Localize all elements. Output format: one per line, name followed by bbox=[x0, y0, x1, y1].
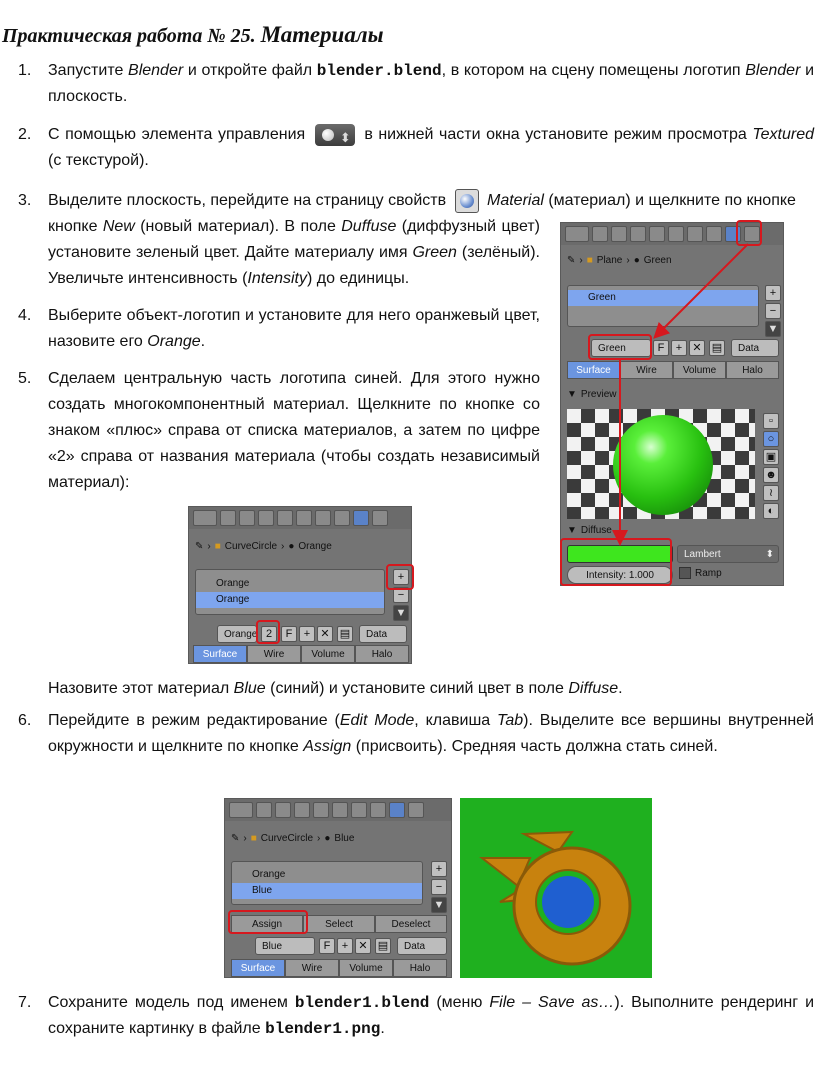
arrow-icon: › bbox=[281, 541, 285, 552]
text: ) до единицы. bbox=[307, 270, 410, 287]
breadcrumb-object: CurveCircle bbox=[260, 833, 314, 844]
text: Blender bbox=[745, 62, 801, 79]
modifiers-icon[interactable] bbox=[351, 802, 367, 818]
step-6 bbox=[48, 708, 814, 760]
text: Orange bbox=[147, 333, 201, 350]
object-icon[interactable] bbox=[313, 802, 329, 818]
text: кнопке bbox=[48, 218, 103, 235]
breadcrumb-object: CurveCircle bbox=[224, 541, 278, 552]
tab-volume[interactable]: Volume bbox=[301, 645, 355, 663]
preview-monkey-icon[interactable]: ☻ bbox=[763, 467, 779, 483]
text: Blender bbox=[128, 62, 184, 79]
text: . bbox=[380, 1020, 385, 1037]
tab-surface[interactable]: Surface bbox=[567, 361, 620, 379]
tab-surface[interactable]: Surface bbox=[193, 645, 247, 663]
text: Tab bbox=[497, 712, 524, 729]
breadcrumb-material: Blue bbox=[334, 833, 355, 844]
material-tabs bbox=[231, 959, 447, 977]
constraints-icon[interactable] bbox=[296, 510, 312, 526]
text: (с текстурой). bbox=[48, 152, 149, 169]
new-material-button[interactable]: + bbox=[671, 340, 687, 356]
text: , клавиша bbox=[414, 712, 498, 729]
list-item[interactable]: Green bbox=[568, 290, 758, 306]
add-slot-button[interactable]: + bbox=[393, 569, 409, 585]
highlight-assign bbox=[228, 910, 308, 934]
add-slot-button[interactable]: + bbox=[765, 285, 781, 301]
breadcrumb-object: Plane bbox=[596, 255, 623, 266]
tab-halo[interactable]: Halo bbox=[726, 361, 779, 379]
item-number: 3. bbox=[18, 192, 32, 209]
fake-user-button[interactable]: F bbox=[319, 938, 335, 954]
preview-hair-icon[interactable]: ≀ bbox=[763, 485, 779, 501]
texture-icon[interactable] bbox=[372, 510, 388, 526]
link-data-select[interactable]: Data bbox=[731, 339, 779, 357]
browse-button[interactable]: ▤ bbox=[709, 340, 725, 356]
text: в нижней части окна установите режим просмотра bbox=[364, 126, 753, 143]
deselect-button[interactable]: Deselect bbox=[375, 915, 447, 933]
tab-surface[interactable]: Surface bbox=[231, 959, 285, 977]
text: . bbox=[618, 680, 623, 697]
item-number: 4. bbox=[18, 307, 32, 324]
text: , в котором на сцену помещены логотип bbox=[441, 62, 746, 79]
collapse-icon: ▼ bbox=[567, 525, 577, 536]
text: Green bbox=[412, 244, 457, 261]
text: Сделаем центральную часть логотипа синей. Для этого нужно создать многокомпонентный материал. Щелкните по кнопке со знаком «плюс» справа от списка материалов, а затем по цифре «2» справа от названия материала (чтобы создать независимый материал): bbox=[48, 370, 540, 491]
unlink-button[interactable]: ✕ bbox=[355, 938, 371, 954]
text: Textured bbox=[752, 126, 814, 143]
arrow-line bbox=[656, 244, 748, 336]
properties-toolbar bbox=[189, 507, 412, 529]
text: Duffuse bbox=[341, 218, 397, 235]
text: С помощью элемента управления bbox=[48, 126, 306, 143]
modifiers-icon[interactable] bbox=[315, 510, 331, 526]
list-item[interactable]: Blue bbox=[232, 883, 422, 899]
text: Выберите объект-логотип и установите для него оранжевый цвет, назовите его bbox=[48, 307, 540, 350]
text: Выделите плоскость, перейдите на страницу свойств bbox=[48, 192, 447, 209]
constraints-icon[interactable] bbox=[332, 802, 348, 818]
material-tab-icon[interactable] bbox=[389, 802, 405, 818]
text: Сохраните модель под именем bbox=[48, 994, 295, 1011]
text: (материал) и щелкните по кнопке bbox=[543, 192, 796, 209]
material-tabs bbox=[193, 645, 409, 663]
list-item[interactable]: Orange bbox=[196, 592, 384, 608]
pin-icon[interactable]: ✎ bbox=[195, 541, 204, 552]
arrow-icon: › bbox=[207, 541, 211, 552]
browse-button[interactable]: ▤ bbox=[375, 938, 391, 954]
preview-sphere-icon[interactable]: ○ bbox=[763, 431, 779, 447]
highlight-add-slot bbox=[386, 564, 414, 590]
arrow-icon: › bbox=[579, 255, 583, 266]
text: . bbox=[200, 333, 206, 350]
step-5-note bbox=[48, 676, 814, 702]
assign-button[interactable]: Assign bbox=[231, 915, 303, 933]
item-number: 5. bbox=[18, 370, 32, 387]
text: Diffuse bbox=[568, 680, 619, 697]
remove-slot-button[interactable]: − bbox=[431, 879, 447, 895]
material-tab-icon[interactable] bbox=[353, 510, 369, 526]
tab-wire[interactable]: Wire bbox=[247, 645, 301, 663]
breadcrumb-material: Green bbox=[643, 255, 672, 266]
browse-button[interactable]: ▤ bbox=[337, 626, 353, 642]
material-panel-orange bbox=[188, 506, 412, 664]
text: и откройте файл bbox=[183, 62, 317, 79]
tab-wire[interactable]: Wire bbox=[620, 361, 673, 379]
tab-wire[interactable]: Wire bbox=[285, 959, 339, 977]
specials-menu-button[interactable]: ▼ bbox=[431, 897, 447, 913]
highlight-users-count bbox=[256, 620, 280, 644]
tab-volume[interactable]: Volume bbox=[339, 959, 393, 977]
world-icon[interactable] bbox=[294, 802, 310, 818]
material-panel-blue bbox=[224, 798, 452, 978]
select-button[interactable]: Select bbox=[303, 915, 375, 933]
pin-icon[interactable]: ✎ bbox=[231, 833, 240, 844]
intensity-slider[interactable]: Intensity: 1.000 bbox=[567, 566, 673, 584]
title-sub: Материалы bbox=[260, 22, 384, 47]
object-icon: ■ bbox=[586, 255, 593, 266]
item-number: 2. bbox=[18, 126, 32, 143]
material-icon: ● bbox=[324, 833, 331, 844]
material-icon: ● bbox=[633, 255, 640, 266]
unlink-button[interactable]: ✕ bbox=[317, 626, 333, 642]
preview-label: Preview bbox=[580, 389, 617, 400]
text: (диффузный цвет) установите зеленый цвет. Дайте материалу имя bbox=[48, 218, 540, 261]
arrow-icon: › bbox=[626, 255, 630, 266]
unlink-button[interactable]: ✕ bbox=[689, 340, 705, 356]
tab-halo[interactable]: Halo bbox=[393, 959, 447, 977]
add-slot-button[interactable]: + bbox=[431, 861, 447, 877]
filename: blender.blend bbox=[316, 62, 442, 80]
object-icon: ■ bbox=[214, 541, 221, 552]
link-data-select[interactable]: Data bbox=[397, 937, 447, 955]
render-icon[interactable] bbox=[256, 802, 272, 818]
list-item[interactable]: Orange bbox=[216, 578, 250, 589]
text: New bbox=[102, 218, 135, 235]
data-icon[interactable] bbox=[334, 510, 350, 526]
text: ). Выделите все вершины внутренней окружности и щелкните по кнопке bbox=[48, 712, 814, 755]
title-main: Практическая работа № 25. bbox=[2, 25, 256, 47]
remove-slot-button[interactable]: − bbox=[765, 303, 781, 319]
breadcrumb bbox=[195, 541, 332, 552]
list-item[interactable]: Orange bbox=[252, 869, 286, 880]
breadcrumb bbox=[231, 833, 354, 844]
preview-flat-icon[interactable]: ▫ bbox=[763, 413, 779, 429]
pin-icon[interactable]: ✎ bbox=[567, 255, 576, 266]
remove-slot-button[interactable]: − bbox=[393, 587, 409, 603]
specials-menu-button[interactable]: ▼ bbox=[393, 605, 409, 621]
filename: blender1.png bbox=[265, 1020, 381, 1038]
logo-center bbox=[542, 876, 594, 928]
text: ). Выполните рендеринг и сохраните картинку в файле bbox=[48, 994, 815, 1037]
texture-icon[interactable] bbox=[408, 802, 424, 818]
text: Перейдите в режим редактирование ( bbox=[48, 712, 340, 729]
item-number: 1. bbox=[18, 62, 32, 79]
filename: blender1.blend bbox=[294, 994, 430, 1012]
text: File – Save as… bbox=[489, 994, 615, 1011]
tab-halo[interactable]: Halo bbox=[355, 645, 409, 663]
item-number: 6. bbox=[18, 712, 32, 729]
step-7 bbox=[48, 990, 814, 1042]
data-icon[interactable] bbox=[370, 802, 386, 818]
text: Assign bbox=[303, 738, 352, 755]
text: (присвоить). Средняя часть должна стать синей. bbox=[351, 738, 718, 755]
users-count-button[interactable]: 2 bbox=[261, 626, 277, 642]
material-name-field[interactable]: Green bbox=[591, 339, 651, 357]
specials-menu-button[interactable]: ▼ bbox=[765, 321, 781, 337]
object-icon[interactable] bbox=[277, 510, 293, 526]
ramp-label: Ramp bbox=[695, 567, 722, 579]
item-number: 7. bbox=[18, 994, 32, 1011]
arrow-icon: › bbox=[317, 833, 321, 844]
fake-user-button[interactable]: F bbox=[281, 626, 297, 642]
text: (меню bbox=[429, 994, 490, 1011]
world-icon[interactable] bbox=[258, 510, 274, 526]
text: Blue bbox=[233, 680, 266, 697]
text: (новый материал). В поле bbox=[134, 218, 342, 235]
tab-volume[interactable]: Volume bbox=[673, 361, 726, 379]
scene-icon[interactable] bbox=[239, 510, 255, 526]
text: Material bbox=[487, 192, 544, 209]
material-name-field[interactable]: Blue bbox=[255, 937, 315, 955]
text: (синий) и установите синий цвет в поле bbox=[265, 680, 569, 697]
collapse-icon: ▼ bbox=[567, 389, 577, 400]
material-icon: ● bbox=[288, 541, 295, 552]
new-material-button[interactable]: + bbox=[337, 938, 353, 954]
scene-icon[interactable] bbox=[275, 802, 291, 818]
text: Intensity bbox=[247, 270, 307, 287]
text: (зелёный). Увеличьте интенсивность ( bbox=[48, 244, 541, 287]
text: Назовите этот материал bbox=[48, 680, 234, 697]
text: Запустите bbox=[48, 62, 129, 79]
material-slot-list bbox=[231, 861, 423, 905]
updown-icon: ⬍ bbox=[765, 549, 774, 560]
preview-cube-icon[interactable]: ▣ bbox=[763, 449, 779, 465]
fake-user-button[interactable]: F bbox=[653, 340, 669, 356]
editor-type-icon[interactable] bbox=[229, 802, 253, 818]
shader-value: Lambert bbox=[684, 549, 721, 560]
material-name-field[interactable]: Orange bbox=[217, 625, 257, 643]
object-icon: ■ bbox=[250, 833, 257, 844]
text: Edit Mode bbox=[339, 712, 415, 729]
text: и плоскость. bbox=[48, 62, 815, 105]
breadcrumb-material: Orange bbox=[298, 541, 332, 552]
render-result bbox=[460, 798, 652, 978]
editor-type-icon[interactable] bbox=[193, 510, 217, 526]
preview-sky-icon[interactable]: ◐ bbox=[763, 503, 779, 519]
material-slot-list bbox=[195, 569, 385, 615]
properties-toolbar bbox=[225, 799, 452, 821]
link-data-select[interactable]: Data bbox=[359, 625, 407, 643]
arrow-icon: › bbox=[243, 833, 247, 844]
diffuse-label: Diffuse bbox=[580, 525, 612, 536]
render-icon[interactable] bbox=[220, 510, 236, 526]
new-material-button[interactable]: + bbox=[299, 626, 315, 642]
